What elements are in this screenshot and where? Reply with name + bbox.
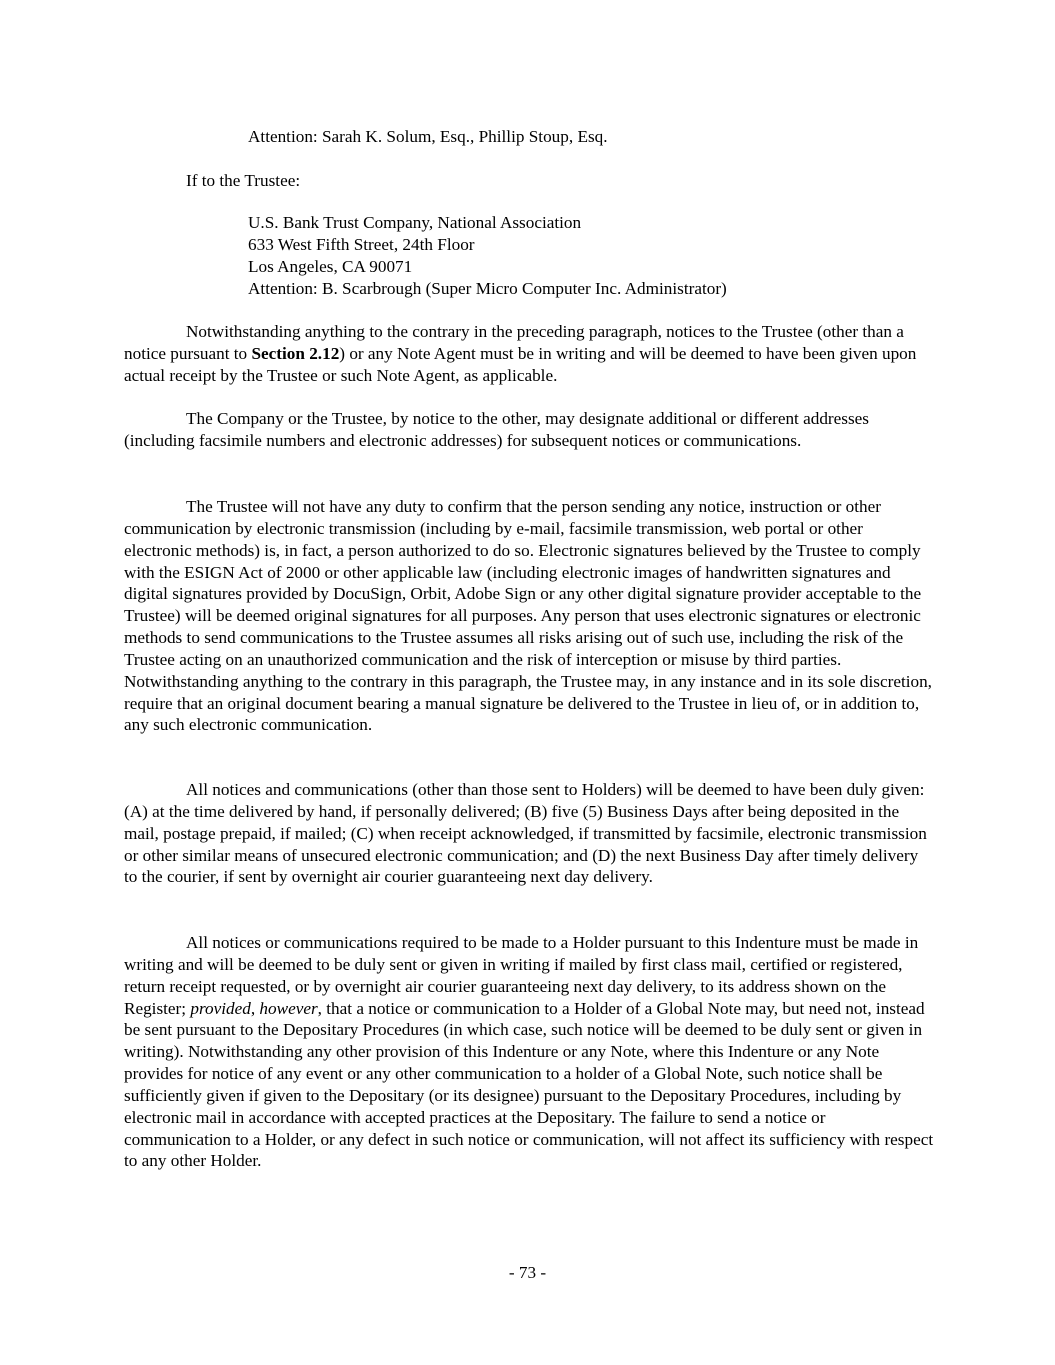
paragraph-designate-addresses: The Company or the Trustee, by notice to the other, may designate additional or different addresses (including facsimile numbers and electronic addresses) for subsequent notices or communications. bbox=[124, 409, 869, 450]
paragraph-notices-to-holders bbox=[124, 932, 934, 1172]
paragraph-text: , that a notice or communication to a Holder of a Global Note may, but need not, instead be sent pursuant to the Depositary Procedures (in which case, such notice will be deemed to be duly sent or given in writing). Notwithstanding any other provision of this Indenture or any Note, where this Indenture or any Note provides for notice of any event or any other communication to a holder of a Global Note, such notice shall be sufficiently given if given to the Depositary (or its designee) pursuant to the Depositary Procedures, including by electronic mail in accordance with accepted practices at the Depositary. The failure to send a notice or communication to a Holder, or any defect in such notice or communication, will not affect its sufficiency with respect to any other Holder. bbox=[124, 998, 934, 1171]
section-reference: Section 2.12 bbox=[251, 343, 340, 363]
paragraph-electronic-signatures: The Trustee will not have any duty to confirm that the person sending any notice, instruction or other communication by electronic transmission (including by e-mail, facsimile transmission, web portal or other electronic methods) is, in fact, a person authorized to do so. Electronic signatures believed by the Trustee to comply with the ESIGN Act of 2000 or other applicable law (including electronic images of handwritten signatures and digital signatures provided by DocuSign, Orbit, Adobe Sign or any other digital signature provider acceptable to the Trustee) will be deemed original signatures for all purposes. Any person that uses electronic signatures or electronic methods to send communications to the Trustee assumes all risks arising out of such use, including the risk of the Trustee acting on an unauthorized communication and the risk of interception or misuse by third parties. Notwithstanding anything to the contrary in this paragraph, the Trustee may, in any instance and in its sole discretion, require that an original document bearing a manual signature be delivered to the Trustee in lieu of, or in addition to, any such electronic communication. bbox=[124, 497, 932, 735]
paragraph-notice-to-trustee bbox=[124, 321, 934, 387]
trustee-heading: If to the Trustee: bbox=[186, 171, 301, 190]
paragraph-text: , bbox=[250, 998, 260, 1018]
trustee-attention-line: Attention: B. Scarbrough (Super Micro Computer Inc. Administrator) bbox=[248, 279, 727, 298]
trustee-address-line: 633 West Fifth Street, 24th Floor bbox=[248, 235, 475, 254]
trustee-address-line: U.S. Bank Trust Company, National Association bbox=[248, 213, 582, 232]
italic-term: however bbox=[259, 998, 318, 1018]
italic-term: provided bbox=[190, 998, 251, 1018]
paragraph-deemed-given: All notices and communications (other than those sent to Holders) will be deemed to have been duly given: (A) at the time delivered by hand, if personally delivered; (B) five (5) Business Days after being deposited in the mail, postage prepaid, if mailed; (C) when receipt acknowledged, if transmitted by facsimile, electronic transmission or other similar means of unsecured electronic communication; and (D) the next Business Day after timely delivery to the courier, if sent by overnight air courier guaranteeing next day delivery. bbox=[124, 780, 927, 887]
paragraph-text: All notices or communications required to be made to a Holder pursuant to this Indenture must be made in writing and will be deemed to be duly sent or given in writing if mailed by first class mail, certified or registered, return receipt requested, or by overnight air courier guaranteeing next day delivery, to its address shown on the Register; bbox=[124, 933, 919, 1018]
company-attention-line: Attention: Sarah K. Solum, Esq., Phillip Stoup, Esq. bbox=[248, 127, 608, 146]
page-number: - 73 - bbox=[508, 1263, 547, 1282]
paragraph-text: ) or any Note Agent must be in writing and will be deemed to have been given upon actual receipt by the Trustee or such Note Agent, as applicable. bbox=[124, 343, 917, 385]
trustee-address-line: Los Angeles, CA 90071 bbox=[248, 257, 413, 276]
paragraph-text: Notwithstanding anything to the contrary in the preceding paragraph, notices to the Trustee (other than a notice pursuant to bbox=[124, 322, 904, 363]
